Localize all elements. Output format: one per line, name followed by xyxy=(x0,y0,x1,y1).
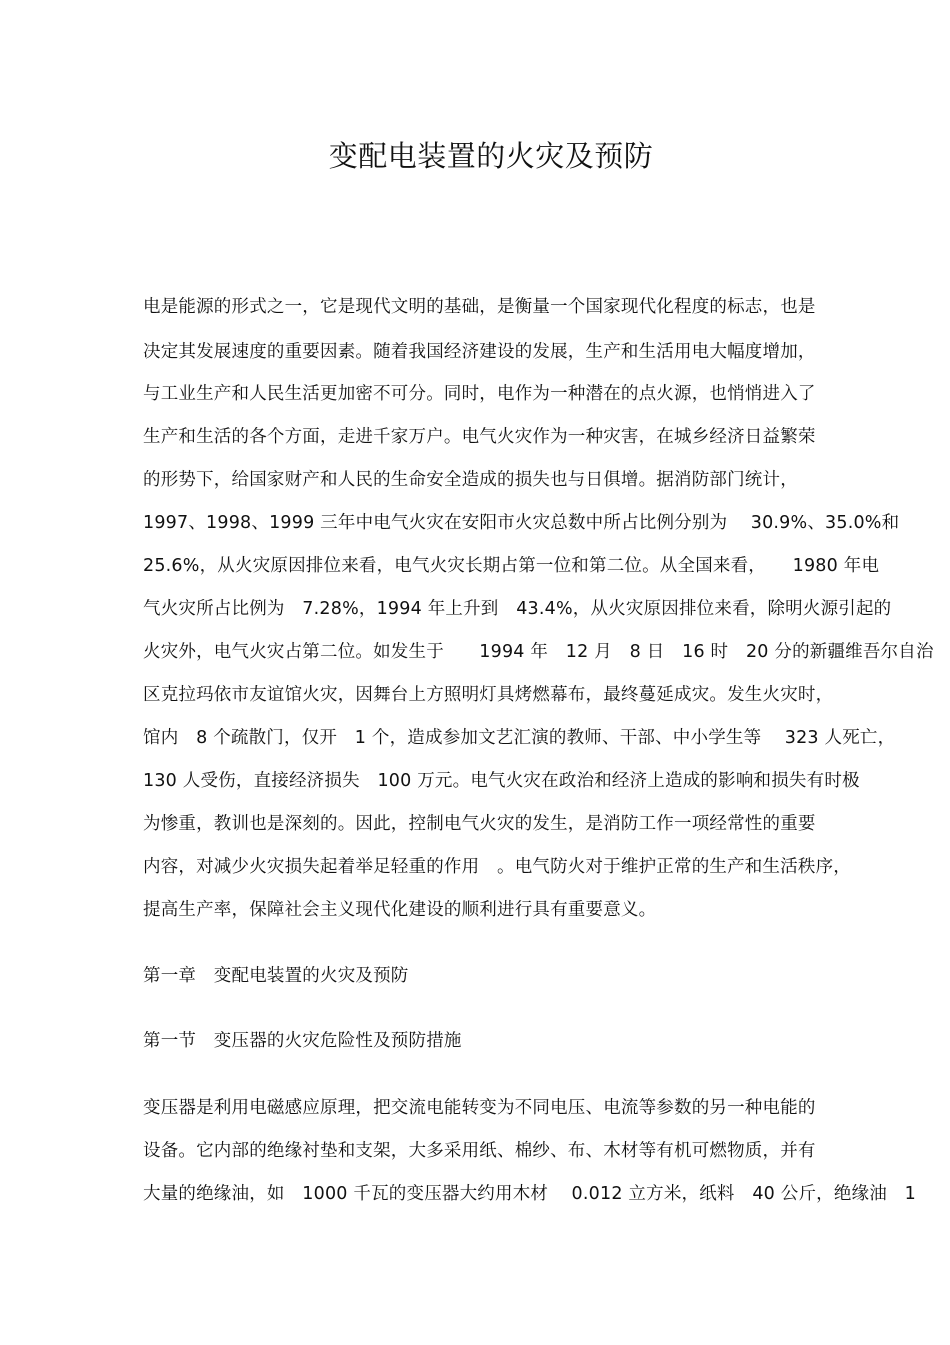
body-text-line: 气火灾所占比例为 7.28%，1994 年上升到 43.4%，从火灾原因排位来看，除明火源引起的 xyxy=(143,599,892,619)
body-text-line: 1997、1998、1999 三年中电气火灾在安阳市火灾总数中所占比例分别为 30.9%、35.0%和 xyxy=(143,513,900,533)
body-text-line: 电是能源的形式之一，它是现代文明的基础，是衡量一个国家现代化程度的标志，也是 xyxy=(143,297,816,317)
body-text-line: 内容，对减少火灾损失起着举足轻重的作用 。电气防火对于维护正常的生产和生活秩序， xyxy=(143,857,851,877)
body-text-line: 变压器是利用电磁感应原理，把交流电能转变为不同电压、电流等参数的另一种电能的 xyxy=(143,1098,816,1118)
body-text-line: 25.6%，从火灾原因排位来看，电气火灾长期占第一位和第二位。从全国来看， 1980 年电 xyxy=(143,556,880,576)
body-text-line: 提高生产率，保障社会主义现代化建设的顺利进行具有重要意义。 xyxy=(143,900,657,920)
section-heading: 第一节 变压器的火灾危险性及预防措施 xyxy=(143,1031,462,1051)
body-text-line: 为惨重，教训也是深刻的。因此，控制电气火灾的发生，是消防工作一项经常性的重要 xyxy=(143,814,816,834)
body-text-line: 与工业生产和人民生活更加密不可分。同时，电作为一种潜在的点火源，也悄悄进入了 xyxy=(143,384,816,404)
body-text-line: 设备。它内部的绝缘衬垫和支架，大多采用纸、棉纱、布、木材等有机可燃物质，并有 xyxy=(143,1141,816,1161)
body-text-line: 火灾外，电气火灾占第二位。如发生于 1994 年 12 月 8 日 16 时 20 分的新疆维吾尔自治 xyxy=(143,642,934,662)
body-text-line: 的形势下，给国家财产和人民的生命安全造成的损失也与日俱增。据消防部门统计， xyxy=(143,470,798,490)
body-text-line: 区克拉玛依市友谊馆火灾，因舞台上方照明灯具烤燃幕布，最终蔓延成灾。发生火灾时， xyxy=(143,685,834,705)
chapter-heading: 第一章 变配电装置的火灾及预防 xyxy=(143,966,409,986)
body-text-line: 大量的绝缘油，如 1000 千瓦的变压器大约用木材 0.012 立方米，纸料 40 公斤，绝缘油 1 xyxy=(143,1184,916,1204)
body-text-line: 馆内 8 个疏散门，仅开 1 个，造成参加文艺汇演的教师、干部、中小学生等 323 人死亡， xyxy=(143,728,896,748)
body-text-line: 决定其发展速度的重要因素。随着我国经济建设的发展，生产和生活用电大幅度增加， xyxy=(143,342,816,362)
body-text-line: 生产和生活的各个方面，走进千家万户。电气火灾作为一种灾害，在城乡经济日益繁荣 xyxy=(143,427,816,447)
document-title: 变配电装置的火灾及预防 xyxy=(328,139,654,173)
body-text-line: 130 人受伤，直接经济损失 100 万元。电气火灾在政治和经济上造成的影响和损失有时极 xyxy=(143,771,860,791)
